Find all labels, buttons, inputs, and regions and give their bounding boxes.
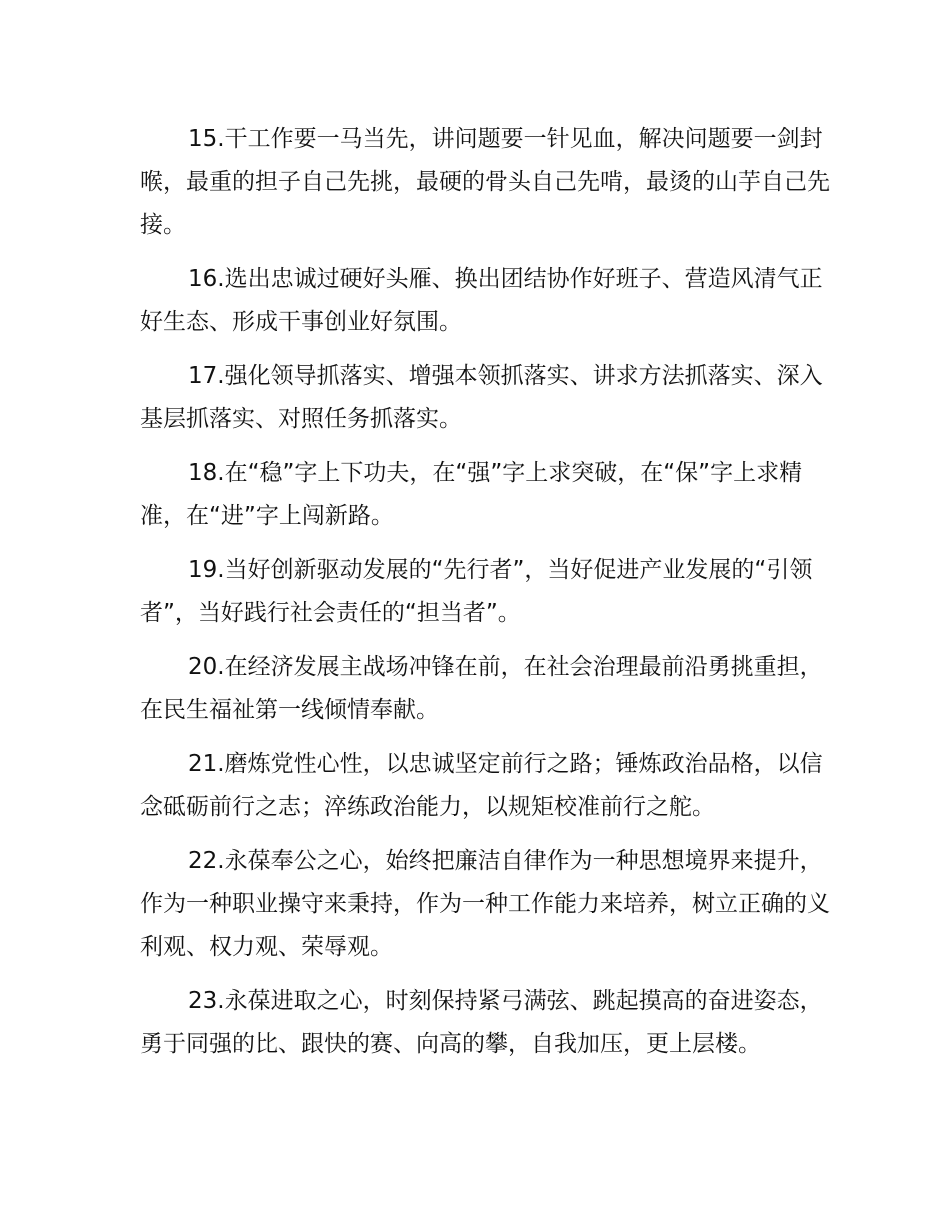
paragraph-20: 20.在经济发展主战场冲锋在前，在社会治理最前沿勇挑重担，在民生福祉第一线倾情奉献。	[140, 654, 823, 723]
paragraph-19: 19.当好创新驱动发展的“先行者”，当好促进产业发展的“引领者”，当好践行社会责任的“担当者”。	[140, 557, 813, 626]
paragraph-17: 17.强化领导抓落实、增强本领抓落实、讲求方法抓落实、深入基层抓落实、对照任务抓落实。	[140, 363, 823, 432]
paragraph-22: 22.永葆奉公之心，始终把廉洁自律作为一种思想境界来提升，作为一种职业操守来秉持，作为一种工作能力来培养，树立正确的义利观、权力观、荣辱观。	[140, 848, 830, 960]
paragraph-18: 18.在“稳”字上下功夫，在“强”字上求突破，在“保”字上求精准，在“进”字上闯新路。	[140, 460, 803, 529]
paragraph-23: 23.永葆进取之心，时刻保持紧弓满弦、跳起摸高的奋进姿态，勇于同强的比、跟快的赛、向高的攀，自我加压，更上层楼。	[140, 988, 823, 1057]
paragraph-21: 21.磨炼党性心性，以忠诚坚定前行之路；锤炼政治品格，以信念砥砺前行之志；淬练政治能力，以规矩校准前行之舵。	[140, 751, 823, 820]
paragraph-16: 16.选出忠诚过硬好头雁、换出团结协作好班子、营造风清气正好生态、形成干事创业好氛围。	[140, 266, 823, 335]
document-body	[140, 118, 830, 1077]
paragraph-15: 15.干工作要一马当先，讲问题要一针见血，解决问题要一剑封喉，最重的担子自己先挑，最硬的骨头自己先啃，最烫的山芋自己先接。	[140, 126, 830, 238]
